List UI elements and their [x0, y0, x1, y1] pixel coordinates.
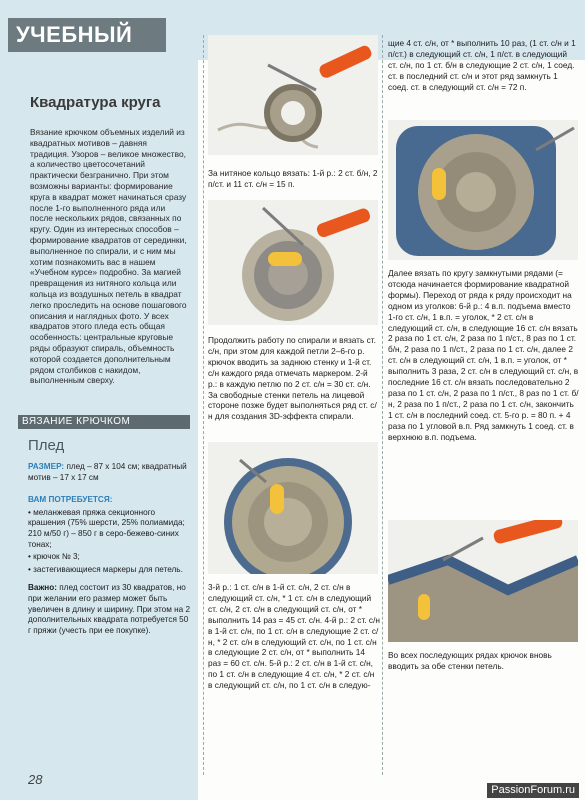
course-tag: УЧЕБНЫЙ	[8, 18, 166, 52]
corner-detail-illustration	[388, 520, 578, 642]
column-divider	[203, 35, 204, 775]
page-number: 28	[28, 772, 43, 787]
square-motif-illustration	[388, 120, 578, 260]
size-label: РАЗМЕР:	[28, 462, 65, 471]
specs-block	[28, 462, 190, 642]
materials-item: • застегивающиеся маркеры для петель.	[28, 564, 183, 574]
left-panel	[0, 60, 198, 800]
important-text: плед состоит из 30 квадратов, но при желании его размер может быть увеличен в длину и ширину. При этом на 2 дополнительных квадрата потребуется 50 г пряжи (учесть при ее покупке).	[28, 583, 191, 635]
size-value: плед – 87 х 104 см; квадратный мотив – 17 х 17 см	[28, 462, 187, 482]
materials-list	[28, 508, 190, 576]
yarn-ring-illustration	[208, 35, 378, 155]
corner-photo	[388, 520, 578, 642]
final-note-text: Во всех последующих рядах крючок вновь вводить за обе стенки петель.	[388, 650, 552, 671]
step6-text: Далее вязать по кругу замкнутыми рядами (= отсюда начинается формирование квадратной формы). Переход от ряда к ряду происходит на одном из уголков: 6-й р.: 4 в.п. подъема вместо 1-го ст. с/н, 1 в.п. = уголок, * 2 ст. с/н в следующий ст. с/н, в следующие 16 ст. с/н вязать 2 раза по 1 ст. с/н, 2 раза по 1 п/ст., 8 раз по 1 ст. б/н, 2 раза по 1 п/ст., 2 раза по 1 ст. с/н, далее 2 ст. с/н в следующий ст. с/н, 1 в.п. = уголок, от * выполнить 3 раза, 2 ст. с/н в следующий ст. с/н, в последние 16 ст. с/н вязать последовательно 2 раза по 1 ст. с/н, 2 раза по 1 п/ст., 8 раз по 1 ст. б/н, 2 раза по 1 п/ст., 2 раза по 1 ст. с/н, закончить 1 ст. с/н в последний соед. ст. 5-го р. = 80 п. + 4 раза по 1 угловой в.п. Ряд замкнуть 1 соед. ст. в верхнюю в.п. подъема.	[388, 268, 579, 442]
step3-photo	[208, 442, 378, 574]
important-note	[28, 583, 190, 636]
step3-text: 3-й р.: 1 ст. с/н в 1-й ст. с/н, 2 ст. с/н в следующий ст. с/н, * 1 ст. с/н в следующий ст. с/н, 2 ст. с/н в следующий ст. с/н, от * выполнить 14 раз = 45 ст. с/н. 4-й р.: 2 ст. с/н в 1-й ст. с/н, по 1 ст. с/н в следующие 2 ст. с/н, * 2 ст. с/н в следующий ст. с/н, по 1 ст. с/н в следующие 2 ст. с/н, от * выполнить 14 раз = 60 ст. с/н. 5-й р.: 2 ст. с/н в 1-й ст. с/н, по 1 ст. с/н в следующие 4 ст. с/н, * 2 ст. с/н в следующий ст. с/н, по 1 ст. с/н в следую-	[208, 582, 380, 691]
materials-title: ВАМ ПОТРЕБУЕТСЯ:	[28, 495, 113, 505]
product-name: Плед	[28, 437, 65, 454]
size-line	[28, 462, 190, 483]
article-intro: Вязание крючком объемных изделий из квадратных мотивов – давняя традиция. Узоров – великое множество, а количество цветосочетаний практически безгранично. При этом возможны варианты: формирование круга в квадрат может начинаться сразу после 1-го выполненного ряда или после нескольких рядов, связанных по кругу. Один из интересных способов – формирование квадратов от серединки, выполненное по спирали, и с ним мы хотим познакомить вас в нашем «Учебном курсе» подробно. За магией превращения из нитяного кольца или кольца из воздушных петель в квадрат легко проследить на основе пошагового описания и наглядных фото. У всех квадратов этого пледа есть общая особенность: центральные круговые ряды образуют спираль, объемность которой создается дополнительным рядом столбиков с накидом, выполненным сверху.	[30, 127, 187, 386]
step5-continued-text: щие 4 ст. с/н, от * выполнить 10 раз, (1 ст. с/н и 1 п/ст.) в следующий ст. с/н, 1 п/ст. в следующий ст. с/н, по 1 ст. б/н в следующие 2 ст. с/н, 1 соед. ст. в последний ст. с/н и этот ряд замкнуть 1 соед. ст. в следующий ст. с/н = 72 п.	[388, 38, 576, 92]
square-forming-illustration	[208, 442, 378, 574]
step2-photo	[208, 200, 378, 325]
spiral-round-illustration	[208, 200, 378, 325]
article-title: Квадратура круга	[30, 94, 161, 111]
step1-photo	[208, 35, 378, 155]
section-banner: ВЯЗАНИЕ КРЮЧКОМ	[18, 415, 190, 429]
materials-item: • меланжевая пряжа секционного крашения (75% шерсти, 25% полиамида; 210 м/50 г) – 850 г в серо-бежево-синих тонах;	[28, 507, 185, 549]
column-divider	[382, 35, 383, 775]
article-intro-block	[30, 90, 188, 386]
important-label: Важно:	[28, 583, 57, 593]
step1-text: За нитяное кольцо вязать: 1-й р.: 2 ст. б/н, 2 п/ст. и 11 ст. с/н = 15 п.	[208, 168, 378, 189]
step5-photo	[388, 120, 578, 260]
materials-item: • крючок № 3;	[28, 552, 80, 562]
step2-text: Продолжить работу по спирали и вязать ст. с/н, при этом для каждой петли 2–6-го р. крючок вводить за заднюю стенку и 1-й ст. с/н каждого ряда отмечать маркером. 2-й р.: в каждую петлю по 2 ст. с/н = 30 ст. с/н. За свободные стенки петель на лицевой стороне позже будет выполняться ряд ст. с/н для создания 3D-эффекта спирали.	[208, 335, 377, 422]
site-watermark: PassionForum.ru	[487, 783, 579, 798]
